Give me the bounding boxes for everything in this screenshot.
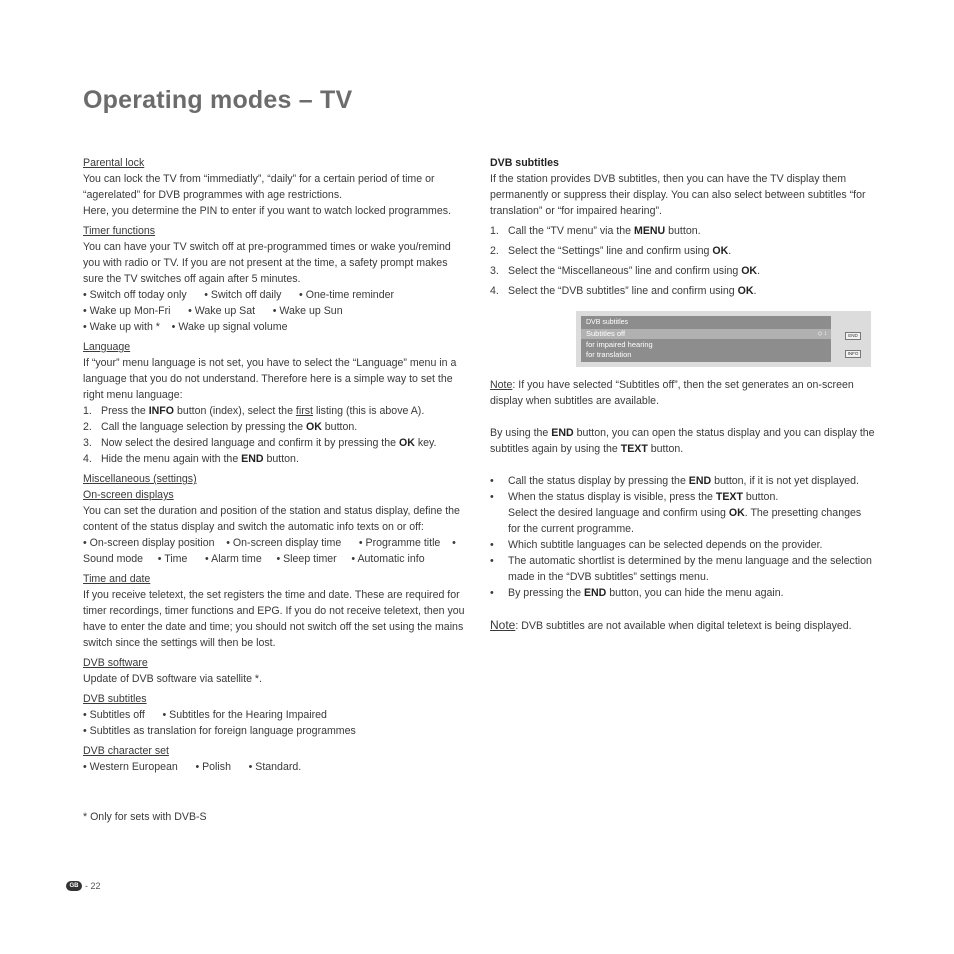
misc-heading: Miscellaneous (settings) xyxy=(83,473,197,485)
dvb-charset-bullets: • Western European • Polish • Standard. xyxy=(83,761,302,773)
note-subtitles-off: Note: If you have selected “Subtitles off”, then the set generates an on-screen display when subtitles are available. xyxy=(490,379,854,407)
bullet-item: • When the status display is visible, press the TEXT button. Select the desired language and confirm using OK. The presetting changes for the current programme. xyxy=(490,491,862,535)
country-badge-icon: GB xyxy=(66,881,82,891)
footnote: * Only for sets with DVB-S xyxy=(83,811,207,823)
step-number: 3. xyxy=(490,265,499,277)
subtitle-step-3: 3. Select the “Miscellaneous” line and confirm using OK. xyxy=(490,265,761,277)
dvb-subtitles-bullets-2: • Subtitles as translation for foreign language programmes xyxy=(83,725,356,737)
status-display-paragraph: By using the END button, you can open the status display and you can display the subtitles again by using the TEXT button. xyxy=(490,427,875,455)
timer-functions-heading: Timer functions xyxy=(83,225,156,237)
dvb-subtitles-heading: DVB subtitles xyxy=(83,693,147,705)
page-number xyxy=(66,881,101,891)
step-number: 1. xyxy=(83,405,92,417)
osd-menu-panel xyxy=(581,316,831,362)
subtitle-step-4: 4. Select the “DVB subtitles” line and confirm using OK. xyxy=(490,285,757,297)
osd-select-arrows-icon: ◇ ↕ xyxy=(817,331,827,337)
step-number: 2. xyxy=(490,245,499,257)
subtitle-step-1: 1. Call the “TV menu” via the MENU button. xyxy=(490,225,701,237)
subtitle-step-2: 2. Select the “Settings” line and confirm using OK. xyxy=(490,245,732,257)
misc-bullets-1: • On-screen display position • On-screen display time • Programme title • xyxy=(83,537,456,549)
bullet-item: • The automatic shortlist is determined by the menu language and the selection made in the “DVB subtitles” settings menu. xyxy=(490,555,872,583)
language-step-4: 4. Hide the menu again with the END button. xyxy=(83,453,299,465)
dvb-software-body: Update of DVB software via satellite *. xyxy=(83,673,263,685)
osd-subheading: On-screen displays xyxy=(83,489,174,501)
dvb-subtitles-intro: If the station provides DVB subtitles, then you can have the TV display them permanently or suppress their display. You can also select between subtitles “for translation” or “for impaired hearing”. xyxy=(490,173,866,217)
page-title: Operating modes – TV xyxy=(83,86,353,114)
timer-bullets-3: • Wake up with * • Wake up signal volume xyxy=(83,321,288,333)
timer-functions-body: You can have your TV switch off at pre-programmed times or wake you/remind you with radio or TV. If you are not present at the time, a safety prompt makes sure the TV switches off again after 5 minutes. xyxy=(83,241,451,285)
bullet-item: • By pressing the END button, you can hide the menu again. xyxy=(490,587,784,599)
osd-option-subtitles-off[interactable]: Subtitles off xyxy=(586,329,626,338)
time-date-heading: Time and date xyxy=(83,573,151,585)
dvb-charset-heading: DVB character set xyxy=(83,745,169,757)
parental-lock-pin: Here, you determine the PIN to enter if you want to watch locked programmes. xyxy=(83,205,452,217)
page-number-text: - 22 xyxy=(85,881,101,891)
language-body: If “your” menu language is not set, you have to select the “Language” menu in a language that you do not understand. Therefore here is a simple way to set the right menu language: xyxy=(83,357,457,401)
left-column xyxy=(83,155,466,775)
step-number: 4. xyxy=(83,453,92,465)
osd-option-translation[interactable]: for translation xyxy=(586,350,632,359)
language-step-2: 2. Call the language selection by pressing the OK button. xyxy=(83,421,358,433)
timer-bullets-1: • Switch off today only • Switch off daily • One-time reminder xyxy=(83,289,395,301)
parental-lock-heading: Parental lock xyxy=(83,157,145,169)
step-number: 2. xyxy=(83,421,92,433)
step-number: 3. xyxy=(83,437,92,449)
parental-lock-body: You can lock the TV from “immediatly”, “daily” for a certain period of time or “agerelated” for DVB programmes with age restrictions. xyxy=(83,173,435,201)
step-number: 4. xyxy=(490,285,499,297)
time-date-body: If you receive teletext, the set registers the time and date. These are required for timer recordings, timer functions and EPG. If you do not receive teletext, then you have to enter the date and time; you should not switch off the set using the mains switch since the settings will then be lost. xyxy=(83,589,465,649)
misc-body: You can set the duration and position of the station and status display, define the content of the status display and switch the automatic info texts on or off: xyxy=(83,505,460,533)
bullet-item: • Call the status display by pressing the END button, if it is not yet displayed. xyxy=(490,475,859,487)
timer-bullets-2: • Wake up Mon-Fri • Wake up Sat • Wake up Sun xyxy=(83,305,343,317)
osd-screenshot xyxy=(576,311,871,367)
info-key-icon: INFO xyxy=(845,350,861,358)
misc-bullets-2: Sound mode • Time • Alarm time • Sleep timer • Automatic info xyxy=(83,553,425,565)
language-step-3: 3. Now select the desired language and confirm it by pressing the OK key. xyxy=(83,437,437,449)
osd-option-impaired-hearing[interactable]: for impaired hearing xyxy=(586,340,653,349)
language-heading: Language xyxy=(83,341,131,353)
dvb-software-heading: DVB software xyxy=(83,657,148,669)
bullet-item: • Which subtitle languages can be selected depends on the provider. xyxy=(490,539,823,551)
note-teletext: Note: DVB subtitles are not available when digital teletext is being displayed. xyxy=(490,618,852,632)
right-column xyxy=(490,155,875,634)
dvb-subtitles-bullets-1: • Subtitles off • Subtitles for the Hearing Impaired xyxy=(83,709,327,721)
end-key-icon: END xyxy=(845,332,861,340)
dvb-subtitles-title: DVB subtitles xyxy=(490,157,559,169)
language-step-1: 1. Press the INFO button (index), select the first listing (this is above A). xyxy=(83,405,425,417)
osd-menu-title: DVB subtitles xyxy=(586,319,629,326)
step-number: 1. xyxy=(490,225,499,237)
